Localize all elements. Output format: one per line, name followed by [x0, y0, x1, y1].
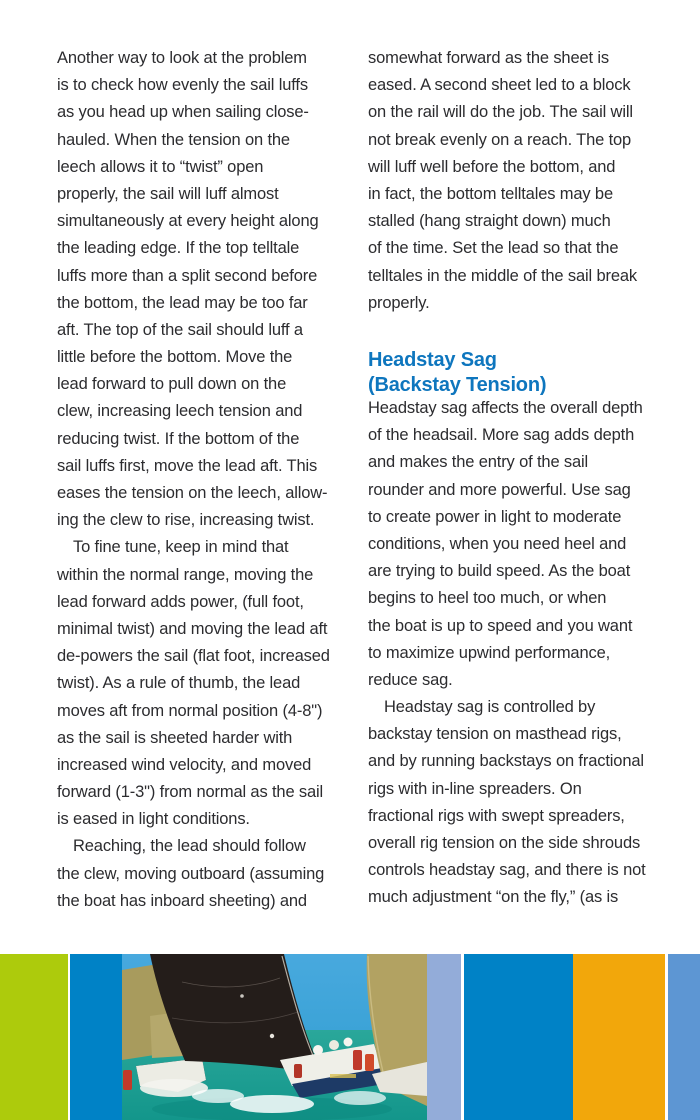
text-column-left [57, 45, 330, 915]
telltale-window [240, 994, 244, 998]
body-line: and by running backstays on fractional [368, 752, 644, 771]
body-line: as the sail is sheeted harder with [57, 728, 293, 747]
body-line: in fact, the bottom telltales may be [368, 184, 613, 203]
hull-lettering [330, 1074, 356, 1078]
body-line: will luff well before the bottom, and [368, 157, 616, 176]
body-line: properly. [368, 293, 430, 312]
body-line: Reaching, the lead should follow [73, 837, 306, 856]
body-line: leech allows it to “twist” open [57, 157, 264, 176]
light-blue-bar [668, 954, 700, 1120]
blue-bar-right [464, 954, 573, 1120]
body-line: Another way to look at the problem [57, 49, 307, 67]
body-line: sail luffs first, move the lead aft. This [57, 456, 318, 475]
body-line: reducing twist. If the bottom of the [57, 429, 300, 448]
body-line: of the time. Set the lead so that the [368, 239, 619, 258]
body-line: of the headsail. More sag adds depth [368, 426, 635, 445]
body-line: not break evenly on a reach. The top [368, 130, 632, 149]
spray [192, 1089, 244, 1103]
body-line: To fine tune, keep in mind that [73, 538, 289, 557]
body-line: Headstay sag affects the overall depth [368, 399, 643, 417]
body-line: within the normal range, moving the [57, 565, 314, 584]
body-line: stalled (hang straight down) much [368, 212, 611, 231]
orange-bar [573, 954, 665, 1120]
text-column-right-bottom [368, 395, 646, 912]
body-line: hauled. When the tension on the [57, 130, 290, 149]
periwinkle-bar [427, 954, 461, 1120]
green-bar [0, 954, 68, 1120]
body-line: simultaneously at every height along [57, 212, 319, 231]
crew-figure [313, 1045, 323, 1055]
body-line: fractional rigs with swept spreaders, [368, 806, 625, 825]
body-line: moves aft from normal position (4-8") [57, 701, 323, 720]
body-line: is eased in light conditions. [57, 810, 250, 829]
body-line: is to check how evenly the sail luffs [57, 76, 308, 95]
blue-bar-left [70, 954, 122, 1120]
body-line: lead forward to pull down on the [57, 375, 287, 394]
body-line: overall rig tension on the side shrouds [368, 834, 641, 852]
body-line: the clew, moving outboard (assuming [57, 864, 325, 883]
crew-figure [329, 1040, 339, 1050]
body-line: backstay tension on masthead rigs, [368, 725, 622, 744]
body-line: clew, increasing leech tension and [57, 402, 303, 421]
body-line: much adjustment “on the fly,” (as is [368, 888, 619, 907]
crew-red-gear [294, 1064, 302, 1078]
red-buoy [123, 1070, 132, 1090]
body-line: twist). As a rule of thumb, the lead [57, 674, 301, 693]
body-line: controls headstay sag, and there is not [368, 861, 646, 880]
body-line: forward (1-3") from normal as the sail [57, 783, 324, 802]
crew-red-gear [353, 1050, 362, 1070]
crew-figure [344, 1038, 353, 1047]
body-line: the boat is up to speed and you want [368, 616, 633, 635]
body-line: minimal twist) and moving the lead aft [57, 619, 328, 638]
body-line: Headstay sag is controlled by [384, 698, 596, 717]
color-strip-footer [0, 954, 700, 1120]
body-line: to maximize upwind performance, [368, 643, 611, 662]
body-line: on the rail will do the job. The sail will [368, 103, 633, 122]
sailboat-race-photo [122, 954, 427, 1120]
body-line: conditions, when you need heel and [368, 534, 627, 553]
body-line: telltales in the middle of the sail break [368, 266, 638, 285]
right-crew-red [365, 1054, 374, 1071]
telltale-window [270, 1034, 274, 1038]
spray [334, 1091, 386, 1105]
body-line: aft. The top of the sail should luff a [57, 320, 303, 339]
body-line: little before the bottom. Move the [57, 348, 293, 367]
body-line: somewhat forward as the sheet is [368, 49, 609, 67]
body-line: de-powers the sail (flat foot, increased [57, 647, 330, 666]
text-column-right-top [368, 45, 637, 317]
body-line: properly, the sail will luff almost [57, 184, 279, 203]
section-heading-line2: (Backstay Tension) [368, 373, 547, 396]
body-line: luffs more than a split second before [57, 266, 318, 285]
body-line: eases the tension on the leech, allow- [57, 484, 328, 502]
body-line: the bottom, the lead may be too far [57, 293, 308, 312]
body-line: rounder and more powerful. Use sag [368, 480, 631, 499]
body-line: reduce sag. [368, 670, 453, 689]
body-line: begins to heel too much, or when [368, 589, 607, 608]
body-line: lead forward adds power, (full foot, [57, 592, 304, 611]
body-line: and makes the entry of the sail [368, 453, 589, 472]
body-line: are trying to build speed. As the boat [368, 562, 631, 581]
body-line: as you head up when sailing close- [57, 103, 309, 122]
body-line: eased. A second sheet led to a block [368, 76, 631, 95]
body-line: the leading edge. If the top telltale [57, 239, 300, 258]
body-line: to create power in light to moderate [368, 507, 622, 526]
body-line: the boat has inboard sheeting) and [57, 891, 307, 910]
section-heading [368, 348, 546, 397]
body-line: rigs with in-line spreaders. On [368, 779, 582, 798]
body-line: ing the clew to rise, increasing twist. [57, 511, 315, 530]
section-heading-line1: Headstay Sag [368, 349, 497, 371]
body-line: increased wind velocity, and moved [57, 755, 312, 774]
